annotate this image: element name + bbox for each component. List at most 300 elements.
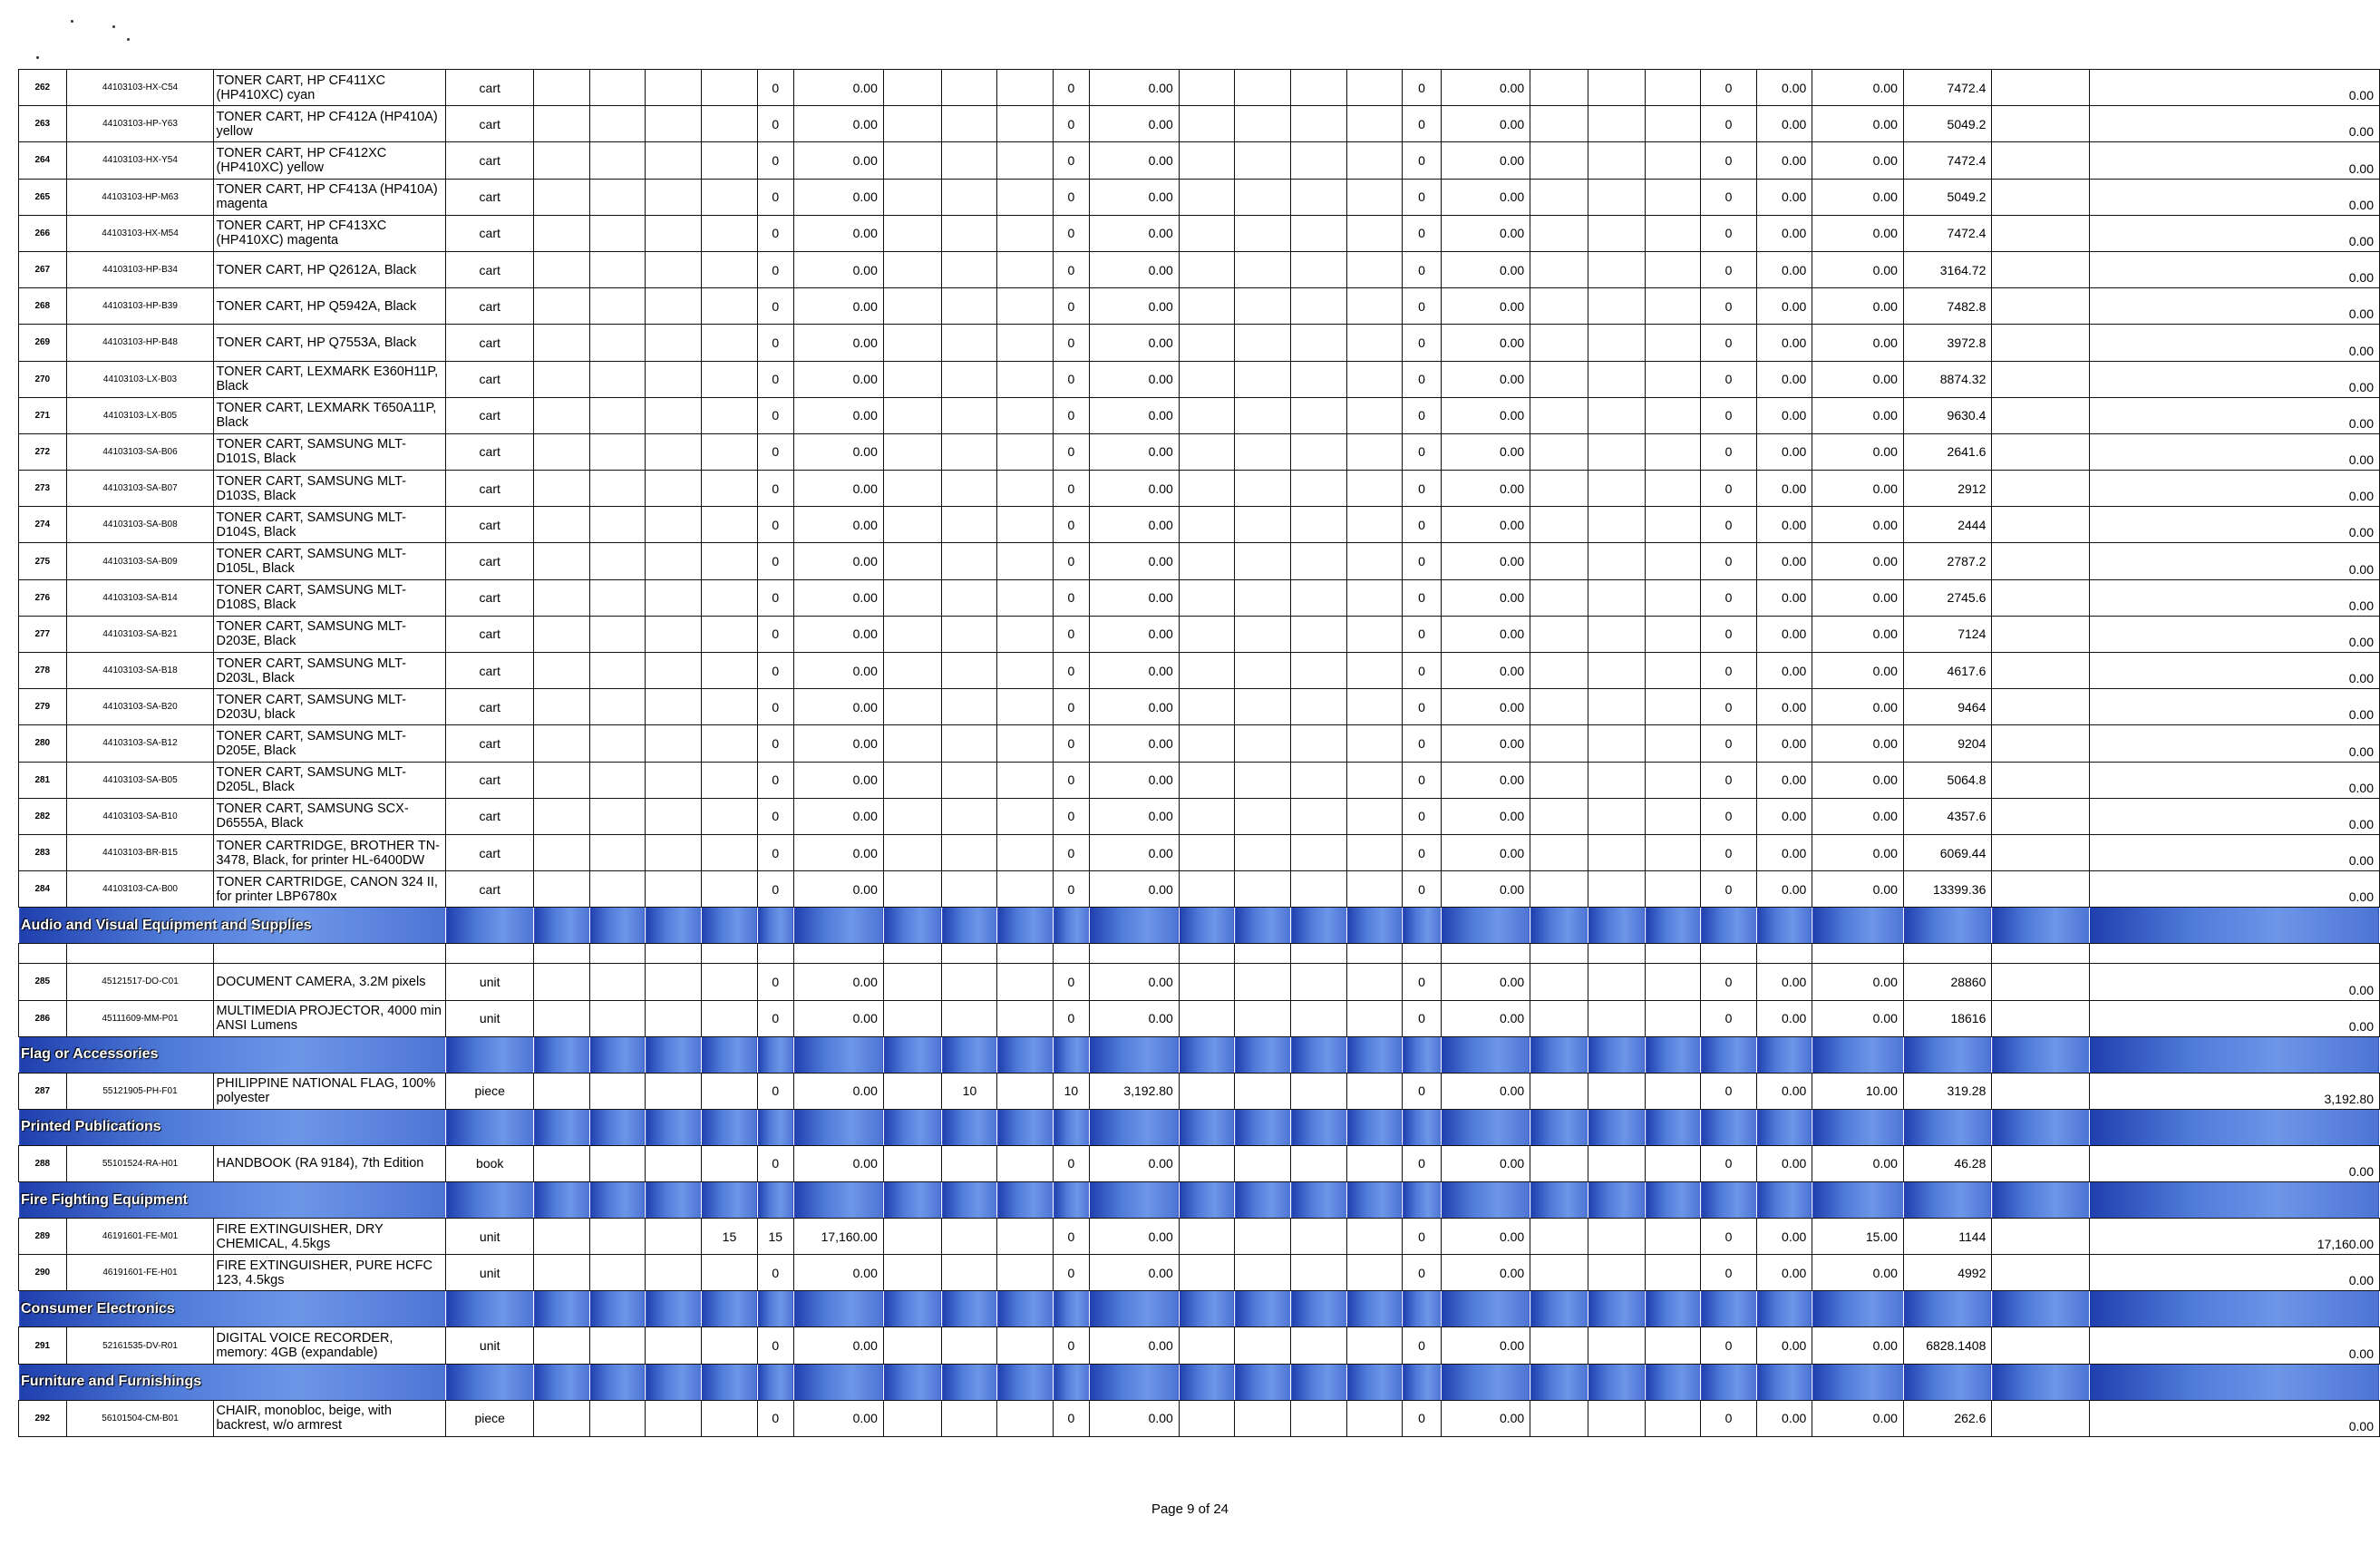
- value-cell: 5064.8: [1903, 762, 1991, 798]
- value-cell: [1992, 1000, 2090, 1036]
- value-cell: [997, 433, 1054, 470]
- value-cell: [646, 834, 702, 870]
- value-cell: [1646, 507, 1701, 543]
- category-band-cell: [793, 1182, 883, 1219]
- row-number: 271: [19, 397, 67, 433]
- value-cell: 0: [1054, 251, 1090, 287]
- value-cell: [589, 964, 646, 1000]
- value-cell: [1291, 70, 1347, 106]
- value-cell: [701, 288, 757, 325]
- category-band-cell: [1441, 1036, 1530, 1073]
- value-cell: [1530, 1073, 1588, 1109]
- value-cell: 0.00: [1812, 215, 1904, 251]
- value-cell: [942, 288, 997, 325]
- value-cell: [1588, 543, 1646, 579]
- category-band-cell: [646, 1036, 702, 1073]
- unit-of-measure: cart: [446, 70, 534, 106]
- category-band-cell: [1530, 1036, 1588, 1073]
- value-cell: 0.00: [793, 433, 883, 470]
- value-cell: [1291, 215, 1347, 251]
- item-description: MULTIMEDIA PROJECTOR, 4000 min ANSI Lumens: [214, 1000, 446, 1036]
- value-cell: 0.00: [793, 1145, 883, 1181]
- value-cell: [883, 1145, 942, 1181]
- category-band-cell: [883, 1291, 942, 1327]
- value-cell: [1179, 361, 1235, 397]
- value-cell: 0.00: [2089, 1145, 2379, 1181]
- category-band-cell: [1812, 1182, 1904, 1219]
- value-cell: 0.00: [1812, 1327, 1904, 1364]
- value-cell: 4992: [1903, 1255, 1991, 1291]
- value-cell: 17,160.00: [2089, 1219, 2379, 1255]
- value-cell: [1346, 288, 1403, 325]
- category-band-cell: [1291, 1182, 1347, 1219]
- value-cell: [1530, 325, 1588, 361]
- value-cell: 0.00: [793, 471, 883, 507]
- item-description: TONER CART, HP Q7553A, Black: [214, 325, 446, 361]
- category-band-cell: [997, 908, 1054, 944]
- value-cell: 0: [1054, 689, 1090, 725]
- category-band-cell: [2089, 1364, 2379, 1400]
- value-cell: 0: [1054, 433, 1090, 470]
- value-cell: [589, 507, 646, 543]
- value-cell: 0.00: [1441, 964, 1530, 1000]
- value-cell: [1179, 325, 1235, 361]
- category-band-cell: [1403, 908, 1441, 944]
- value-cell: 0.00: [1089, 579, 1179, 616]
- value-cell: 0: [1403, 507, 1441, 543]
- value-cell: 0.00: [1812, 725, 1904, 762]
- value-cell: [1992, 507, 2090, 543]
- value-cell: 0.00: [1812, 251, 1904, 287]
- value-cell: [883, 361, 942, 397]
- category-header-row: [19, 1109, 2380, 1145]
- row-number: 292: [19, 1400, 67, 1436]
- category-band-cell: [701, 1364, 757, 1400]
- value-cell: [942, 215, 997, 251]
- value-cell: [997, 1327, 1054, 1364]
- category-band-cell: [701, 1291, 757, 1327]
- value-cell: [1646, 616, 1701, 652]
- category-band-cell: [1646, 908, 1701, 944]
- category-band-cell: [1992, 1364, 2090, 1400]
- value-cell: 0.00: [1441, 361, 1530, 397]
- value-cell: 0.00: [1441, 507, 1530, 543]
- value-cell: 0.00: [1756, 1000, 1812, 1036]
- category-band-cell: [1441, 1291, 1530, 1327]
- value-cell: 0.00: [793, 507, 883, 543]
- category-band-cell: [1812, 908, 1904, 944]
- value-cell: [1179, 70, 1235, 106]
- value-cell: 0.00: [793, 798, 883, 834]
- value-cell: [1346, 70, 1403, 106]
- value-cell: [1179, 689, 1235, 725]
- value-cell: [997, 1000, 1054, 1036]
- category-band-cell: [1812, 1036, 1904, 1073]
- category-band-cell: [446, 1182, 534, 1219]
- value-cell: [1646, 70, 1701, 106]
- unit-of-measure: cart: [446, 762, 534, 798]
- spacer-row: [19, 944, 2380, 964]
- value-cell: [1588, 106, 1646, 142]
- unit-of-measure: cart: [446, 397, 534, 433]
- category-band-cell: [1756, 1364, 1812, 1400]
- empty-cell: [589, 944, 646, 964]
- item-description: TONER CART, HP CF413XC (HP410XC) magenta: [214, 215, 446, 251]
- value-cell: [646, 616, 702, 652]
- value-cell: [1646, 689, 1701, 725]
- value-cell: [701, 1000, 757, 1036]
- value-cell: [883, 179, 942, 215]
- value-cell: [1179, 798, 1235, 834]
- value-cell: 0: [757, 1145, 793, 1181]
- value-cell: 0: [757, 1400, 793, 1436]
- value-cell: [534, 798, 590, 834]
- value-cell: 0.00: [1089, 1327, 1179, 1364]
- value-cell: 0: [757, 397, 793, 433]
- category-band-cell: [1992, 1291, 2090, 1327]
- value-cell: [1179, 471, 1235, 507]
- value-cell: 0.00: [1441, 106, 1530, 142]
- value-cell: 0.00: [793, 142, 883, 179]
- value-cell: 0: [1054, 397, 1090, 433]
- category-band-cell: [1588, 908, 1646, 944]
- value-cell: [1346, 433, 1403, 470]
- item-description: TONER CARTRIDGE, BROTHER TN-3478, Black, for printer HL-6400DW: [214, 834, 446, 870]
- value-cell: 0.00: [793, 543, 883, 579]
- value-cell: [997, 106, 1054, 142]
- value-cell: 0: [1054, 507, 1090, 543]
- unit-of-measure: piece: [446, 1400, 534, 1436]
- empty-cell: [1812, 944, 1904, 964]
- table-row: [19, 70, 2380, 106]
- item-code: 44103103-SA-B18: [66, 653, 214, 689]
- value-cell: 0: [1054, 215, 1090, 251]
- value-cell: [1588, 1255, 1646, 1291]
- row-number: 274: [19, 507, 67, 543]
- value-cell: 5049.2: [1903, 179, 1991, 215]
- value-cell: [1235, 964, 1291, 1000]
- value-cell: [589, 616, 646, 652]
- value-cell: 0.00: [1089, 142, 1179, 179]
- value-cell: 0: [1701, 1000, 1757, 1036]
- value-cell: 0: [1054, 70, 1090, 106]
- value-cell: [646, 653, 702, 689]
- value-cell: [997, 689, 1054, 725]
- category-band-cell: [997, 1364, 1054, 1400]
- value-cell: [942, 543, 997, 579]
- category-band-cell: [1179, 1364, 1235, 1400]
- value-cell: [1530, 579, 1588, 616]
- table-row: [19, 433, 2380, 470]
- value-cell: 0: [1054, 361, 1090, 397]
- value-cell: 0: [1701, 1255, 1757, 1291]
- item-code: 44103103-HP-Y63: [66, 106, 214, 142]
- value-cell: [701, 106, 757, 142]
- item-code: 44103103-SA-B06: [66, 433, 214, 470]
- item-description: TONER CARTRIDGE, CANON 324 II, for printer LBP6780x: [214, 871, 446, 908]
- value-cell: 0: [1701, 579, 1757, 616]
- category-band-cell: [2089, 908, 2379, 944]
- value-cell: [1346, 1145, 1403, 1181]
- table-row: [19, 288, 2380, 325]
- value-cell: [1346, 1400, 1403, 1436]
- value-cell: [1588, 70, 1646, 106]
- value-cell: 0.00: [2089, 471, 2379, 507]
- value-cell: [1291, 507, 1347, 543]
- item-code: 44103103-HX-Y54: [66, 142, 214, 179]
- category-band-cell: [1903, 1109, 1991, 1145]
- item-code: 46191601-FE-H01: [66, 1255, 214, 1291]
- row-number: 283: [19, 834, 67, 870]
- value-cell: 0: [1701, 288, 1757, 325]
- value-cell: [997, 579, 1054, 616]
- value-cell: [1291, 1219, 1347, 1255]
- value-cell: [1992, 579, 2090, 616]
- value-cell: 15: [757, 1219, 793, 1255]
- value-cell: 0.00: [2089, 142, 2379, 179]
- value-cell: [942, 325, 997, 361]
- value-cell: [942, 471, 997, 507]
- value-cell: 0.00: [1441, 725, 1530, 762]
- value-cell: [1588, 1327, 1646, 1364]
- value-cell: [646, 433, 702, 470]
- value-cell: [942, 725, 997, 762]
- item-code: 44103103-SA-B21: [66, 616, 214, 652]
- value-cell: 9630.4: [1903, 397, 1991, 433]
- value-cell: 0.00: [2089, 871, 2379, 908]
- value-cell: 4617.6: [1903, 653, 1991, 689]
- value-cell: 0: [1403, 471, 1441, 507]
- row-number: 287: [19, 1073, 67, 1109]
- value-cell: 0.00: [1756, 689, 1812, 725]
- category-header-row: [19, 908, 2380, 944]
- category-title: Flag or Accessories: [19, 1036, 446, 1073]
- value-cell: [1235, 579, 1291, 616]
- value-cell: [534, 725, 590, 762]
- category-band-cell: [646, 1109, 702, 1145]
- value-cell: 0: [1701, 1219, 1757, 1255]
- value-cell: 0.00: [2089, 397, 2379, 433]
- category-band-cell: [1291, 908, 1347, 944]
- category-band-cell: [2089, 1109, 2379, 1145]
- value-cell: [1588, 179, 1646, 215]
- value-cell: [1992, 361, 2090, 397]
- value-cell: [646, 725, 702, 762]
- value-cell: 9464: [1903, 689, 1991, 725]
- value-cell: 0.00: [1441, 1219, 1530, 1255]
- value-cell: 0: [1403, 1000, 1441, 1036]
- value-cell: 0: [1701, 215, 1757, 251]
- category-band-cell: [646, 908, 702, 944]
- value-cell: [1646, 288, 1701, 325]
- value-cell: [1992, 106, 2090, 142]
- value-cell: [997, 142, 1054, 179]
- value-cell: 3,192.80: [1089, 1073, 1179, 1109]
- value-cell: 0: [757, 507, 793, 543]
- row-number: 286: [19, 1000, 67, 1036]
- value-cell: [589, 433, 646, 470]
- table-row: [19, 1145, 2380, 1181]
- value-cell: [534, 964, 590, 1000]
- value-cell: 0: [1054, 762, 1090, 798]
- value-cell: 0.00: [1756, 1255, 1812, 1291]
- value-cell: [883, 215, 942, 251]
- value-cell: [646, 689, 702, 725]
- category-band-cell: [534, 1109, 590, 1145]
- item-description: TONER CART, SAMSUNG MLT-D203U, black: [214, 689, 446, 725]
- value-cell: 0: [757, 251, 793, 287]
- row-number: 276: [19, 579, 67, 616]
- value-cell: 0.00: [1441, 142, 1530, 179]
- value-cell: [1646, 433, 1701, 470]
- category-band-cell: [1441, 1109, 1530, 1145]
- value-cell: [646, 1255, 702, 1291]
- value-cell: [1346, 179, 1403, 215]
- value-cell: 0.00: [2089, 179, 2379, 215]
- value-cell: 0.00: [2089, 964, 2379, 1000]
- value-cell: 0.00: [1441, 1000, 1530, 1036]
- category-band-cell: [1291, 1364, 1347, 1400]
- value-cell: 0.00: [1089, 70, 1179, 106]
- value-cell: 0: [757, 1255, 793, 1291]
- value-cell: [534, 653, 590, 689]
- value-cell: 0.00: [793, 653, 883, 689]
- value-cell: [589, 1073, 646, 1109]
- category-band-cell: [1346, 1036, 1403, 1073]
- value-cell: 5049.2: [1903, 106, 1991, 142]
- value-cell: [883, 1000, 942, 1036]
- value-cell: [1291, 433, 1347, 470]
- value-cell: [997, 653, 1054, 689]
- value-cell: [1588, 579, 1646, 616]
- category-band-cell: [446, 908, 534, 944]
- value-cell: 0.00: [1756, 616, 1812, 652]
- value-cell: [701, 762, 757, 798]
- scan-speck: [71, 20, 73, 23]
- value-cell: 0.00: [1441, 689, 1530, 725]
- value-cell: [1179, 106, 1235, 142]
- item-description: FIRE EXTINGUISHER, DRY CHEMICAL, 4.5kgs: [214, 1219, 446, 1255]
- value-cell: [883, 616, 942, 652]
- value-cell: [1646, 471, 1701, 507]
- category-band-cell: [1701, 1036, 1757, 1073]
- value-cell: [1588, 471, 1646, 507]
- empty-cell: [19, 944, 67, 964]
- value-cell: [589, 798, 646, 834]
- unit-of-measure: cart: [446, 798, 534, 834]
- category-band-cell: [1403, 1182, 1441, 1219]
- value-cell: [1346, 871, 1403, 908]
- category-band-cell: [589, 1364, 646, 1400]
- category-band-cell: [1701, 1364, 1757, 1400]
- value-cell: [1646, 397, 1701, 433]
- value-cell: 0.00: [1441, 1145, 1530, 1181]
- value-cell: [646, 325, 702, 361]
- value-cell: 7472.4: [1903, 142, 1991, 179]
- value-cell: [883, 834, 942, 870]
- inventory-table: [18, 69, 2380, 1437]
- value-cell: [589, 1145, 646, 1181]
- value-cell: 0.00: [1756, 106, 1812, 142]
- value-cell: 1144: [1903, 1219, 1991, 1255]
- item-description: TONER CART, SAMSUNG MLT-D104S, Black: [214, 507, 446, 543]
- value-cell: [883, 70, 942, 106]
- empty-cell: [446, 944, 534, 964]
- value-cell: [1530, 1400, 1588, 1436]
- item-code: 44103103-HP-M63: [66, 179, 214, 215]
- value-cell: [1530, 397, 1588, 433]
- value-cell: [646, 1145, 702, 1181]
- value-cell: [997, 70, 1054, 106]
- value-cell: 319.28: [1903, 1073, 1991, 1109]
- value-cell: [1992, 1073, 2090, 1109]
- category-band-cell: [446, 1036, 534, 1073]
- value-cell: [1179, 1073, 1235, 1109]
- value-cell: 0: [1701, 361, 1757, 397]
- value-cell: [1346, 251, 1403, 287]
- value-cell: [1530, 215, 1588, 251]
- value-cell: 0.00: [1756, 579, 1812, 616]
- empty-cell: [646, 944, 702, 964]
- unit-of-measure: cart: [446, 179, 534, 215]
- category-band-cell: [1588, 1036, 1646, 1073]
- value-cell: 0.00: [793, 1000, 883, 1036]
- category-band-cell: [589, 1109, 646, 1145]
- value-cell: [883, 1400, 942, 1436]
- value-cell: [589, 871, 646, 908]
- value-cell: 262.6: [1903, 1400, 1991, 1436]
- value-cell: [1530, 762, 1588, 798]
- value-cell: [589, 834, 646, 870]
- value-cell: [1291, 1000, 1347, 1036]
- value-cell: 0.00: [1812, 70, 1904, 106]
- category-band-cell: [1054, 1109, 1090, 1145]
- category-band-cell: [701, 1182, 757, 1219]
- category-band-cell: [1530, 1291, 1588, 1327]
- category-band-cell: [1235, 908, 1291, 944]
- table-row: [19, 325, 2380, 361]
- value-cell: 2444: [1903, 507, 1991, 543]
- value-cell: [883, 1255, 942, 1291]
- value-cell: [942, 1000, 997, 1036]
- category-band-cell: [534, 1364, 590, 1400]
- value-cell: [1588, 1219, 1646, 1255]
- value-cell: [646, 288, 702, 325]
- value-cell: [1530, 689, 1588, 725]
- unit-of-measure: cart: [446, 579, 534, 616]
- value-cell: [1588, 689, 1646, 725]
- value-cell: 0: [757, 762, 793, 798]
- value-cell: [1346, 1000, 1403, 1036]
- value-cell: [534, 1073, 590, 1109]
- item-code: 44103103-HP-B39: [66, 288, 214, 325]
- row-number: 268: [19, 288, 67, 325]
- value-cell: 0: [1701, 964, 1757, 1000]
- value-cell: 15: [701, 1219, 757, 1255]
- value-cell: 13399.36: [1903, 871, 1991, 908]
- value-cell: 0: [757, 325, 793, 361]
- empty-cell: [942, 944, 997, 964]
- value-cell: 0.00: [793, 579, 883, 616]
- value-cell: [1346, 325, 1403, 361]
- category-band-cell: [1291, 1109, 1347, 1145]
- value-cell: 0.00: [793, 964, 883, 1000]
- value-cell: 3,192.80: [2089, 1073, 2379, 1109]
- value-cell: 0: [1701, 725, 1757, 762]
- category-band-cell: [942, 1364, 997, 1400]
- value-cell: [534, 762, 590, 798]
- value-cell: [942, 251, 997, 287]
